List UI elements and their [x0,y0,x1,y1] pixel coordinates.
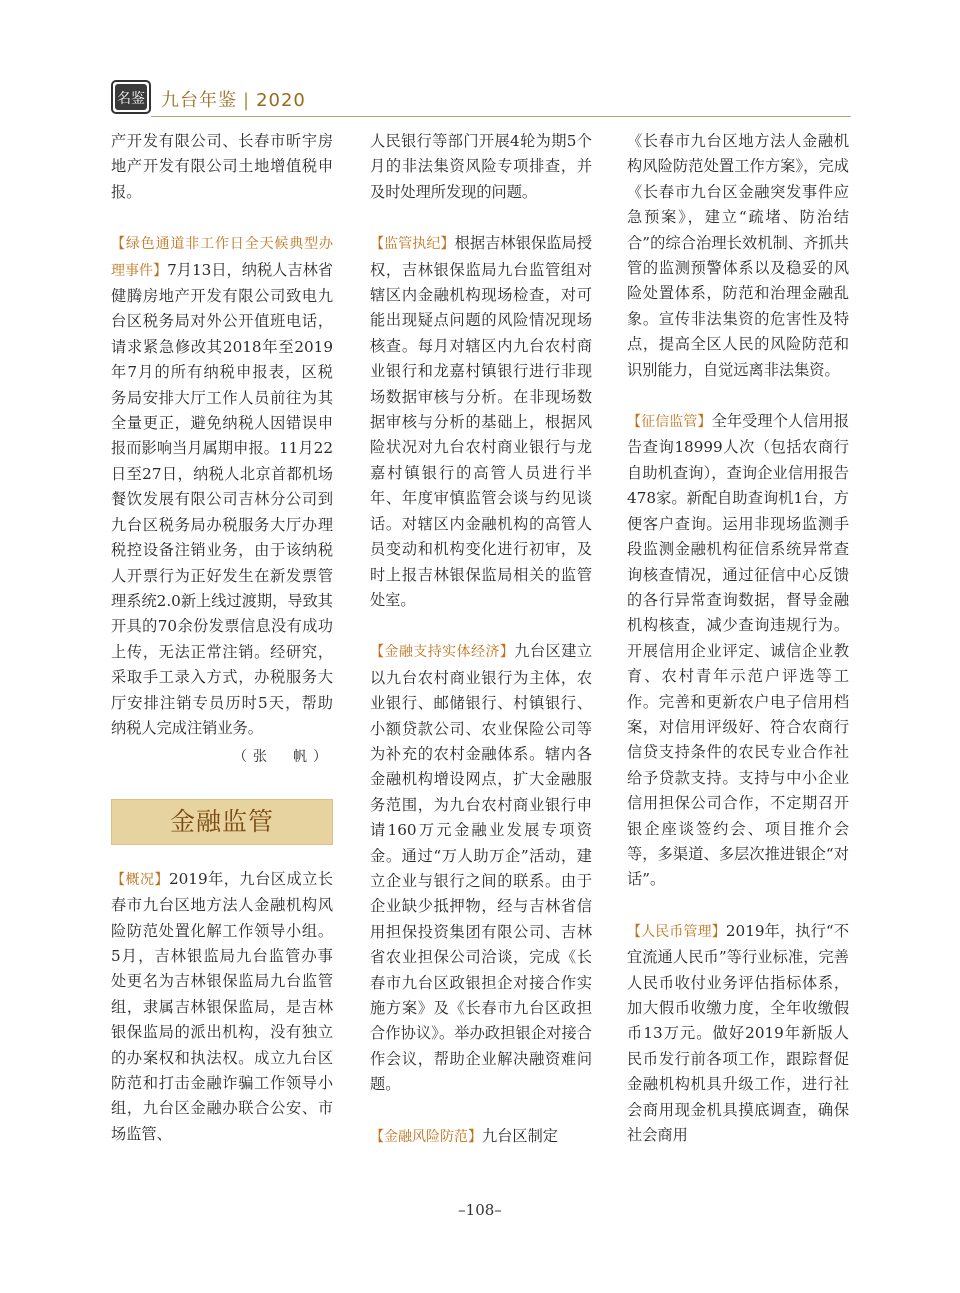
entry-text: 2019年，执行“不宜流通人民币”等行业标准，完善人民币收付业务评估指标体系，加大假币收缴力度，全年收缴假币13万元。做好2019年新版人民币发行前各项工作，跟踪督促金融机构机具升级工作，进行社会商用现金机具摸底调查，确保社会商用 [627,921,850,1145]
entry-heading: 【金融支持实体经济】 [370,644,515,661]
column-middle [370,129,592,1150]
entry-heading: 【征信监管】 [627,414,712,431]
paragraph: 《长春市九台区地方法人金融机构风险防范处置工作方案》，完成《长春市九台区金融突发事件应急预案》，建立“疏堵、防治结合”的综合治理长效机制、齐抓共管的监测预警体系以及稳妥的风险处置体系，防范和治理金融乱象。宣传非法集资的危害性及特点，提高全区人民的风险防范和识别能力，自觉远离非法集资。 [627,132,849,379]
header-divider [151,116,851,117]
entry-text: 7月13日，纳税人吉林省健腾房地产开发有限公司致电九台区税务局对外公开值班电话，请求紧急修改其2018年至2019年7月的所有纳税申报表，区税务局安排大厅工作人员前往为其全量更正，避免纳税人因错误申报而影响当月属期申报。11月22日至27日，纳税人北京首都机场餐饮发展有限公司吉林分公司到九台区税务局办税服务大厅办理税控设备注销业务，由于该纳税人开票行为正好发生在新发票管理系统2.0新上线过渡期，导致其开具的70余份发票信息没有成功上传，无法正常注销。经研究，采取手工录入方式，办税服务大厅安排注销专员历时5天，帮助纳税人完成注销业务。 [111,260,333,737]
book-title-name: 九台年鉴 [161,90,237,111]
book-title [161,86,306,112]
book-year: 2020 [256,90,306,111]
section-title: 金融监管 [169,807,274,837]
yearbook-logo-icon [111,80,151,114]
entry-heading: 【人民币管理】 [627,923,726,940]
logo-text: 名鉴 [117,91,145,107]
entry-text: 根据吉林银保监局授权，吉林银保监局九台监管组对辖区内金融机构现场检查，对可能出现疑点问题的风险情况现场核查。每月对辖区内九台农村商业银行和龙嘉村镇银行进行非现场数据审核与分析。在非现场数据审核与分析的基础上，根据风险状况对九台农村商业银行与龙嘉村镇银行的高管人员进行半年、年度审慎监管会谈与约见谈话。对辖区内金融机构的高管人员变动和机构变化进行初审，及时上报吉林银保监局相关的监管处室。 [370,234,592,609]
entry-text: 九台区建立以九台农村商业银行为主体，农业银行、邮储银行、村镇银行、小额贷款公司、农业保险公司等为补充的农村金融体系。辖内各金融机构增设网点，扩大金融服务范围，为九台农村商业银行申请160万元金融业发展专项资金。通过“万人助万企”活动，建立企业与银行之间的联系。由于企业缺少抵押物，经与吉林省信用担保投资集团有限公司、吉林省农业担保公司洽谈，完成《长春市九台区政银担企对接合作实施方案》及《长春市九台区政担合作协议》。举办政担银企对接合作会议，帮助企业解决融资难问题。 [370,642,593,1094]
column-right [627,129,849,1148]
entry-heading: 【金融风险防范】 [370,1128,482,1145]
page-header [111,78,851,118]
paragraph [370,231,592,613]
paragraph: 产开发有限公司、长春市昕宇房地产开发有限公司土地增值税申报。 [111,132,333,201]
paragraph [370,1124,592,1150]
paragraph [370,639,592,1097]
entry-text: 2019年，九台区成立长春市九台区地方法人金融机构风险防范处置化解工作领导小组。5月，吉林银监局九台监管办事处更名为吉林银保监局九台监管组，隶属吉林银保监局，是吉林银保监局的派出机构，没有独立的办案权和执法权。成立九台区防范和打击金融诈骗工作领导小组，九台区金融办联合公安、市场监管、 [111,869,333,1143]
author-credit: （张 帆） [233,749,333,766]
entry-text: 九台区制定 [482,1126,558,1145]
entry-heading: 【监管执纪】 [370,236,455,253]
column-left [111,129,333,1147]
title-separator: | [243,90,251,111]
entry-text: 全年受理个人信用报告查询18999人次（包括农商行自助机查询），查询企业信用报告478家。新配自助查询机1台，方便客户查询。运用非现场监测手段监测金融机构征信系统异常查询核查情况，通过征信中心反馈的各行异常查询数据，督导金融机构核查，减少查询违规行为。开展信用企业评定、诚信企业教育、农村青年示范户评选等工作。完善和更新农户电子信用档案，对信用评级好、符合农商行信贷支持条件的农民专业合作社给予贷款支持。支持与中小企业信用担保公司合作，不定期召开银企座谈签约会、项目推介会等，多渠道、多层次推进银企“对话”。 [627,412,849,889]
entry-heading: 【概况】 [111,871,169,888]
page-number: –108– [458,1201,502,1219]
paragraph [627,409,849,893]
paragraph [627,919,849,1149]
paragraph: 人民银行等部门开展4轮为期5个月的非法集资风险专项排查，并及时处理所发现的问题。 [370,132,592,201]
section-banner [111,799,333,845]
paragraph [111,867,333,1147]
entry-heading: 【绿色通道非工作日全天候典型办理事件】 [111,236,333,279]
paragraph [111,231,333,741]
